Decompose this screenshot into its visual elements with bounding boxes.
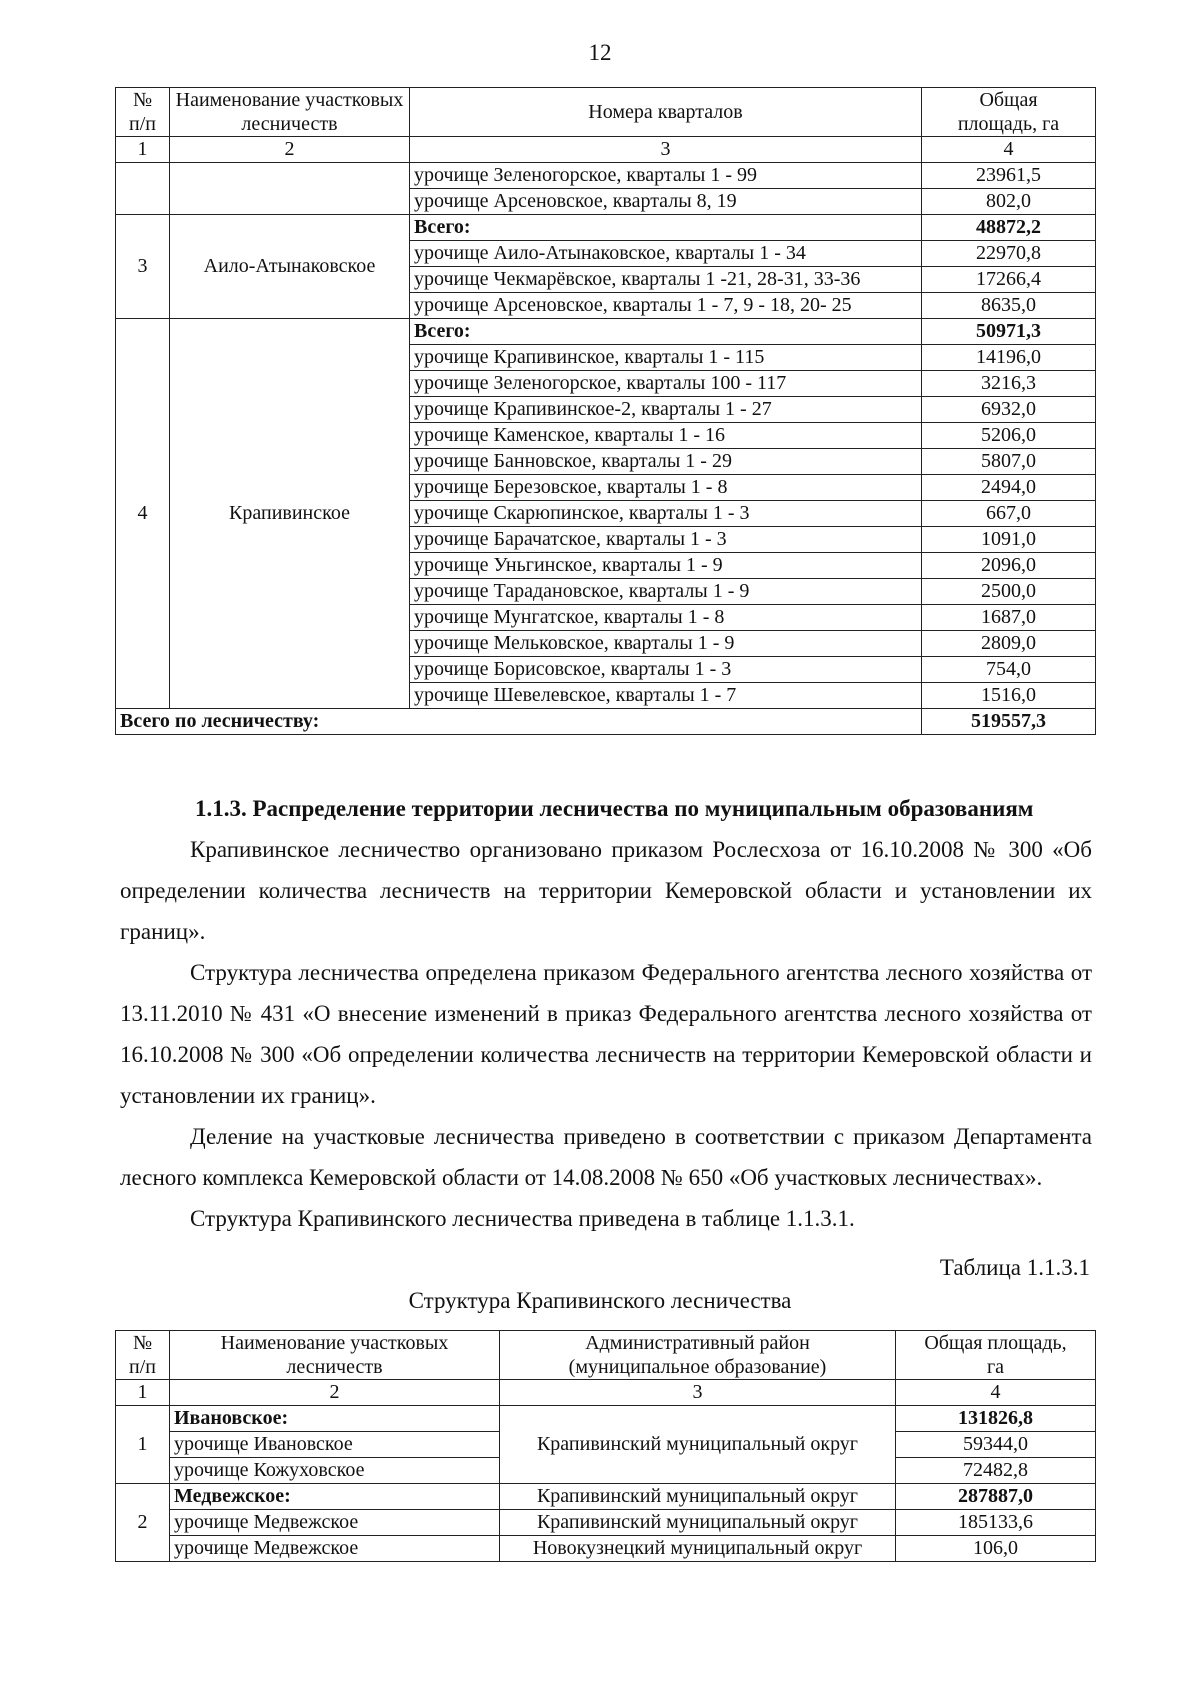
tract-area: 1516,0 (922, 683, 1096, 709)
table-row (116, 163, 1096, 189)
tract-name: урочище Борисовское, кварталы 1 - 3 (410, 657, 922, 683)
tract-area: 754,0 (922, 657, 1096, 683)
header-forestry: Наименование участковых лесничеств (170, 88, 410, 137)
forestry-num: 4 (116, 319, 170, 709)
t2-row-area: 59344,0 (896, 1432, 1096, 1458)
t2-district: Крапивинский муниципальный округ (500, 1406, 896, 1484)
tract-area: 23961,5 (922, 163, 1096, 189)
t2-row-name: урочище Медвежское (170, 1510, 500, 1536)
t2-colnum-2: 2 (170, 1380, 500, 1406)
tract-area: 2500,0 (922, 579, 1096, 605)
tract-area: 2494,0 (922, 475, 1096, 501)
t2-district: Крапивинский муниципальный округ (500, 1484, 896, 1510)
quarters-table (115, 87, 1096, 735)
tract-name: урочище Чекмарёвское, кварталы 1 -21, 28-31, 33-36 (410, 267, 922, 293)
tract-area: 1687,0 (922, 605, 1096, 631)
colnum-1: 1 (116, 137, 170, 163)
tract-area: 2096,0 (922, 553, 1096, 579)
t2-header-num: № п/п (116, 1331, 170, 1380)
forestry-name (170, 163, 410, 215)
tract-area: 2809,0 (922, 631, 1096, 657)
header-num: № п/п (116, 88, 170, 137)
paragraph-3: Деление на участковые лесничества приведено в соответствии с приказом Департамента лесного комплекса Кемеровской области от 14.08.2008 № 650 «Об участковых лесничествах». (120, 1124, 1092, 1190)
header-quarters: Номера кварталов (410, 88, 922, 137)
tract-name: урочище Уньгинское, кварталы 1 - 9 (410, 553, 922, 579)
tract-area: 22970,8 (922, 241, 1096, 267)
t2-row-name: урочище Кожуховское (170, 1458, 500, 1484)
tract-area: 1091,0 (922, 527, 1096, 553)
t2-row-area: 72482,8 (896, 1458, 1096, 1484)
t2-group-total: 287887,0 (896, 1484, 1096, 1510)
t2-district: Новокузнецкий муниципальный округ (500, 1536, 896, 1562)
t2-header-district: Административный район (муниципальное образование) (500, 1331, 896, 1380)
forestry-num: 3 (116, 215, 170, 319)
t2-row-name: урочище Ивановское (170, 1432, 500, 1458)
t2-group-num: 1 (116, 1406, 170, 1484)
tract-name: урочище Арсеновское, кварталы 1 - 7, 9 - 18, 20- 25 (410, 293, 922, 319)
section-heading: 1.1.3. Распределение территории лесничества по муниципальным образованиям (195, 796, 1034, 821)
t2-colnum-3: 3 (500, 1380, 896, 1406)
group-total-label: Всего: (410, 215, 922, 241)
colnum-4: 4 (922, 137, 1096, 163)
group-total-area: 48872,2 (922, 215, 1096, 241)
tract-area: 667,0 (922, 501, 1096, 527)
tract-area: 8635,0 (922, 293, 1096, 319)
tract-name: урочище Каменское, кварталы 1 - 16 (410, 423, 922, 449)
tract-name: урочище Барачатское, кварталы 1 - 3 (410, 527, 922, 553)
table-row (116, 319, 1096, 345)
tract-name: урочище Зеленогорское, кварталы 1 - 99 (410, 163, 922, 189)
tract-name: урочище Скарюпинское, кварталы 1 - 3 (410, 501, 922, 527)
paragraph-2: Структура лесничества определена приказом Федерального агентства лесного хозяйства от 13.11.2010 № 431 «О внесение изменений в приказ Федерального агентства лесного хозяйства от 16.10.2008 № 300 «Об определении количества лесничеств на территории Кемеровской области и установлении их границ». (120, 960, 1092, 1108)
t2-colnum-1: 1 (116, 1380, 170, 1406)
tract-area: 5807,0 (922, 449, 1096, 475)
tract-name: урочище Крапивинское, кварталы 1 - 115 (410, 345, 922, 371)
table-row (116, 215, 1096, 241)
colnum-3: 3 (410, 137, 922, 163)
tract-area: 5206,0 (922, 423, 1096, 449)
t2-group-total: 131826,8 (896, 1406, 1096, 1432)
tract-area: 17266,4 (922, 267, 1096, 293)
tract-name: урочище Мельковское, кварталы 1 - 9 (410, 631, 922, 657)
tract-name: урочище Арсеновское, кварталы 8, 19 (410, 189, 922, 215)
forestry-name: Крапивинское (170, 319, 410, 709)
tract-area: 802,0 (922, 189, 1096, 215)
table-title: Структура Крапивинского лесничества (408, 1288, 792, 1313)
tract-name: урочище Мунгатское, кварталы 1 - 8 (410, 605, 922, 631)
tract-name: урочище Банновское, кварталы 1 - 29 (410, 449, 922, 475)
header-area: Общая площадь, га (922, 88, 1096, 137)
grand-total-row (116, 709, 1096, 735)
t2-row-area: 106,0 (896, 1536, 1096, 1562)
tract-name: урочище Зеленогорское, кварталы 100 - 117 (410, 371, 922, 397)
tract-name: урочище Аило-Атынаковское, кварталы 1 - 34 (410, 241, 922, 267)
paragraph-1: Крапивинское лесничество организовано приказом Рослесхоза от 16.10.2008 № 300 «Об определении количества лесничеств на территории Кемеровской области и установлении их границ». (120, 837, 1092, 944)
page-number: 12 (588, 40, 612, 65)
grand-total-label: Всего по лесничеству: (116, 709, 922, 735)
t2-group-title: Ивановское: (170, 1406, 500, 1432)
t2-group-num: 2 (116, 1484, 170, 1562)
t2-district: Крапивинский муниципальный округ (500, 1510, 896, 1536)
paragraph-4: Структура Крапивинского лесничества приведена в таблице 1.1.3.1. (190, 1206, 855, 1231)
t2-row-area: 185133,6 (896, 1510, 1096, 1536)
grand-total-area: 519557,3 (922, 709, 1096, 735)
group-total-label: Всего: (410, 319, 922, 345)
t2-row-name: урочище Медвежское (170, 1536, 500, 1562)
t2-colnum-4: 4 (896, 1380, 1096, 1406)
tract-area: 3216,3 (922, 371, 1096, 397)
tract-name: урочище Крапивинское-2, кварталы 1 - 27 (410, 397, 922, 423)
t2-header-area: Общая площадь, га (896, 1331, 1096, 1380)
structure-table (115, 1330, 1096, 1562)
tract-name: урочище Тарадановское, кварталы 1 - 9 (410, 579, 922, 605)
colnum-2: 2 (170, 137, 410, 163)
t2-group-title: Медвежское: (170, 1484, 500, 1510)
group-total-area: 50971,3 (922, 319, 1096, 345)
table-label: Таблица 1.1.3.1 (939, 1255, 1090, 1280)
tract-name: урочище Шевелевское, кварталы 1 - 7 (410, 683, 922, 709)
tract-name: урочище Березовское, кварталы 1 - 8 (410, 475, 922, 501)
forestry-name: Аило-Атынаковское (170, 215, 410, 319)
tract-area: 14196,0 (922, 345, 1096, 371)
forestry-num (116, 163, 170, 215)
t2-header-forestry: Наименование участковых лесничеств (170, 1331, 500, 1380)
tract-area: 6932,0 (922, 397, 1096, 423)
